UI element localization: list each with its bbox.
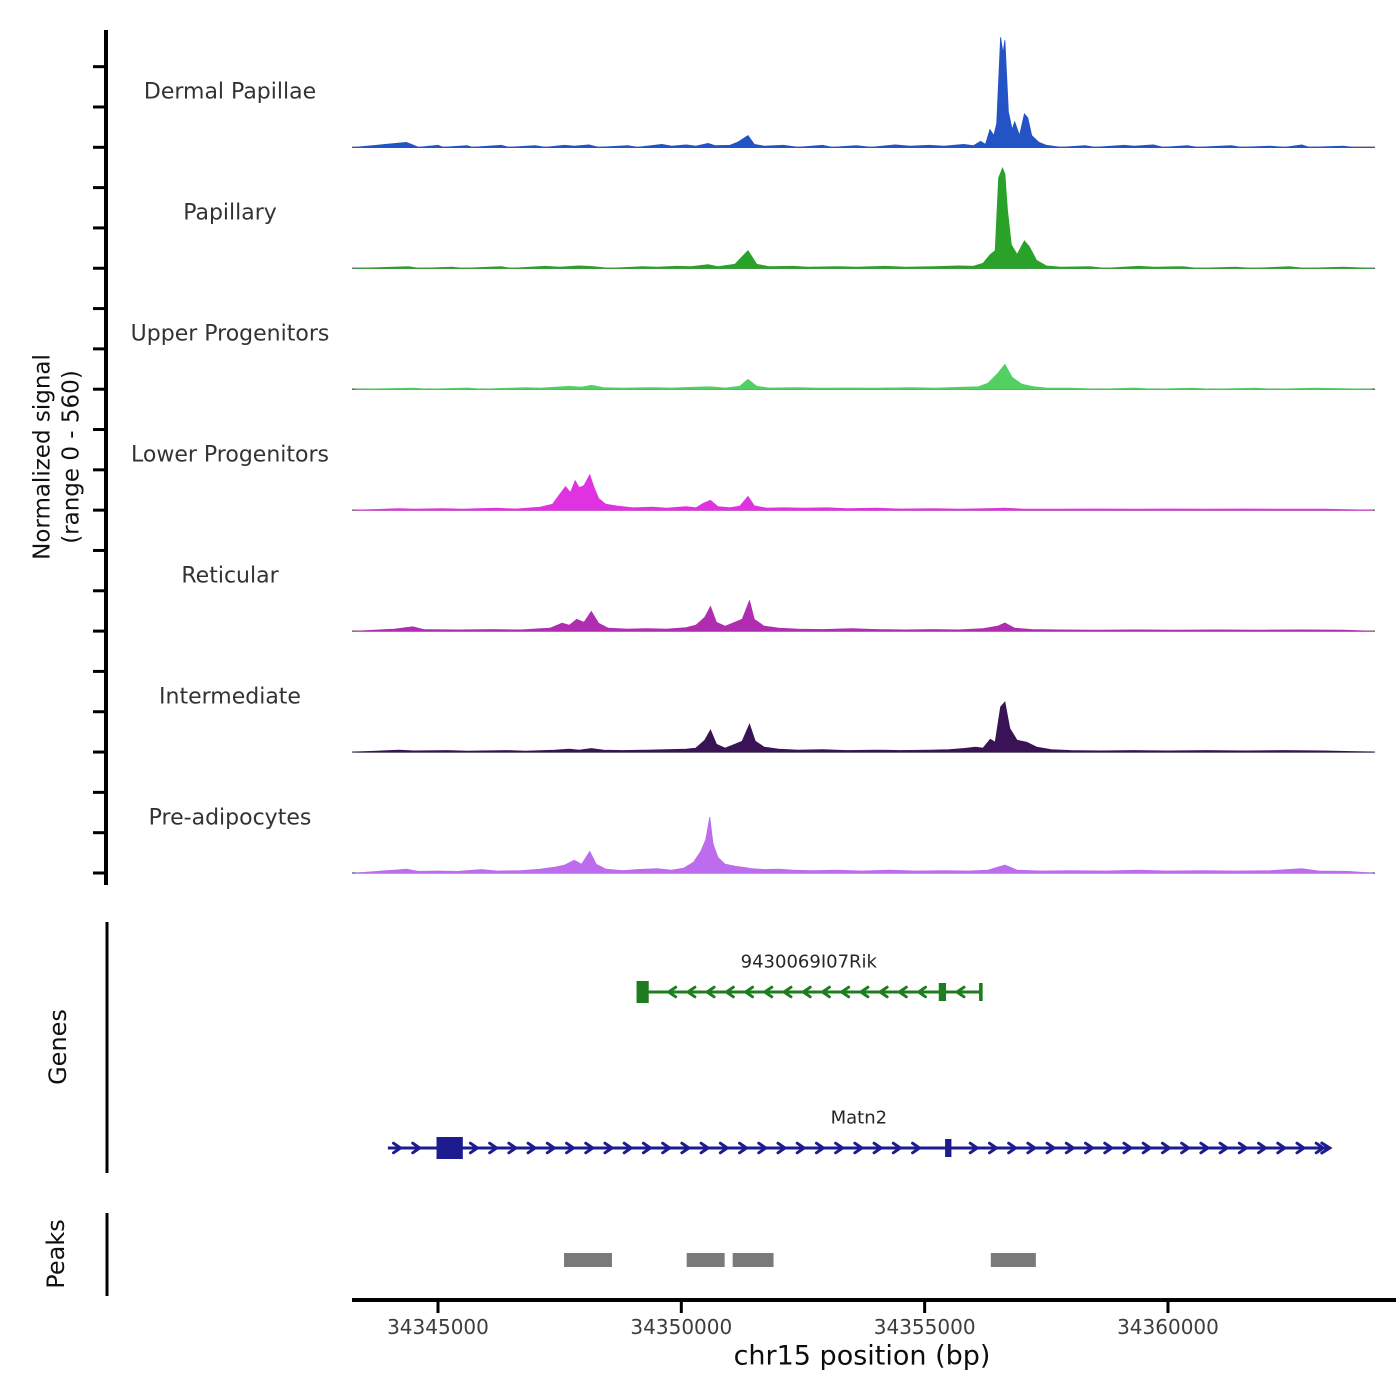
- signal-track-intermediate: [355, 702, 1372, 752]
- track-label-intermediate: Intermediate: [159, 684, 301, 710]
- track-label-upper-progenitors: Upper Progenitors: [130, 321, 330, 347]
- track-label-reticular: Reticular: [181, 563, 279, 589]
- track-label-lower-progenitors: Lower Progenitors: [131, 442, 329, 468]
- peaks-section-label: Peaks: [42, 1219, 70, 1289]
- signal-track-reticular: [355, 601, 1372, 631]
- y-axis-label-line1: Normalized signal: [29, 354, 56, 560]
- x-tick-label-34345000: 34345000: [387, 1315, 489, 1339]
- y-axis-label-line2: (range 0 - 560): [58, 370, 84, 544]
- signal-track-papillary: [355, 168, 1372, 268]
- gene-end-bar-9430069i07rik: [979, 983, 983, 1001]
- peak-region-box: [564, 1253, 612, 1267]
- x-tick-label-34360000: 34360000: [1117, 1315, 1219, 1339]
- peak-region-box: [687, 1253, 725, 1267]
- gene-exon-9430069i07rik: [637, 981, 649, 1003]
- gene-name-9430069i07rik: 9430069I07Rik: [740, 951, 877, 973]
- genes-section-label: Genes: [44, 1009, 72, 1085]
- gene-exon-matn2: [437, 1137, 463, 1159]
- track-label-papillary: Papillary: [183, 200, 277, 226]
- signal-track-upper-progenitors: [355, 364, 1372, 389]
- x-tick-label-34355000: 34355000: [873, 1315, 976, 1339]
- x-tick-label-34350000: 34350000: [630, 1315, 733, 1339]
- gene-name-matn2: Matn2: [830, 1107, 888, 1129]
- x-axis-title: chr15 position (bp): [733, 1340, 991, 1372]
- y-axis-label: [28, 354, 86, 560]
- track-label-dermal-papillae: Dermal Papillae: [143, 79, 317, 105]
- signal-track-lower-progenitors: [355, 475, 1372, 510]
- gene-exon-9430069i07rik: [939, 983, 946, 1001]
- signal-track-dermal-papillae: [355, 37, 1372, 147]
- peak-region-box: [991, 1253, 1036, 1267]
- gene-exon-matn2: [945, 1139, 951, 1157]
- track-label-pre-adipocytes: Pre-adipocytes: [148, 805, 312, 831]
- signal-track-pre-adipocytes: [355, 817, 1372, 873]
- peak-region-box: [733, 1253, 774, 1267]
